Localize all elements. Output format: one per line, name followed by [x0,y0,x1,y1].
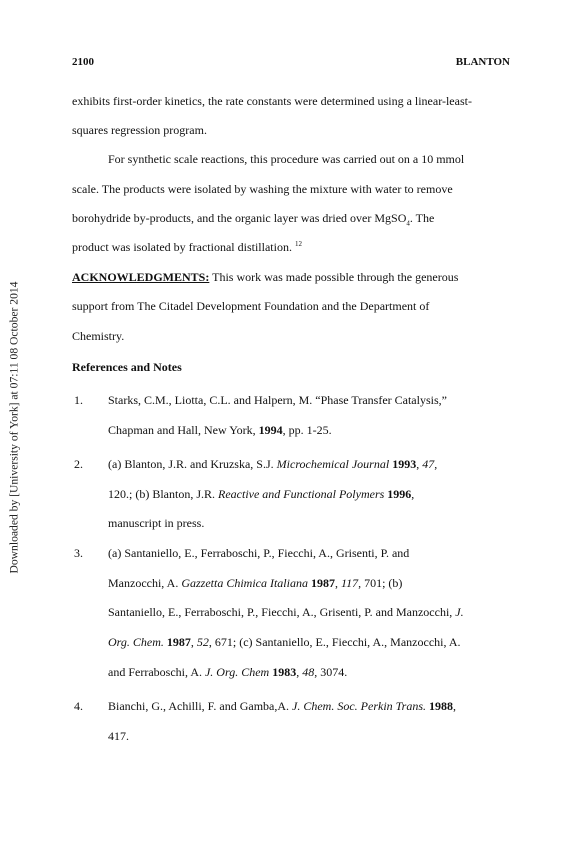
acknowledgments-line: support from The Citadel Development Foundation and the Department of [72,299,430,313]
reference-line: (a) Blanton, J.R. and Kruzska, S.J. Microchemical Journal 1993, 47, [108,457,438,471]
reference-line: manuscript in press. [108,516,205,530]
reference-line: Starks, C.M., Liotta, C.L. and Halpern, M. “Phase Transfer Catalysis,” [108,393,447,407]
references-heading: References and Notes [72,360,182,374]
body-line: borohydride by-products, and the organic layer was dried over MgSO$_4$. The [72,211,435,228]
reference-line: 417. [108,729,129,743]
reference-line: Manzocchi, A. Gazzetta Chimica Italiana 1987, 117, 701; (b) [108,576,403,590]
acknowledgments-heading: ACKNOWLEDGMENTS: [72,270,210,284]
reference-number: 1. [74,393,83,407]
body-line: For synthetic scale reactions, this procedure was carried out on a 10 mmol [108,152,465,166]
reference-line: 120.; (b) Blanton, J.R. Reactive and Functional Polymers 1996, [108,487,415,501]
reference-line: and Ferraboschi, A. J. Org. Chem 1983, 48, 3074. [108,665,348,679]
citation-superscript: 12 [294,240,302,248]
body-line: scale. The products were isolated by washing the mixture with water to remove [72,182,453,196]
body-line: product was isolated by fractional distillation. $^{12}$ [72,240,302,254]
reference-line: Bianchi, G., Achilli, F. and Gamba,A. J. Chem. Soc. Perkin Trans. 1988, [108,699,457,713]
body-line: exhibits first-order kinetics, the rate constants were determined using a linear-least- [72,94,472,108]
reference-line: Santaniello, E., Ferraboschi, P., Fiecchi, A., Grisenti, P. and Manzocchi, J. [108,605,464,619]
running-head: BLANTON [455,56,510,68]
body-line: squares regression program. [72,123,207,137]
reference-line: (a) Santaniello, E., Ferraboschi, P., Fiecchi, A., Grisenti, P. and [108,546,410,560]
acknowledgments-line: ACKNOWLEDGMENTS: This work was made possible through the generous [72,270,459,284]
acknowledgments-line: Chemistry. [72,329,125,343]
download-watermark: Downloaded by [University of York] at 07:11 08 October 2014 [7,281,21,574]
reference-number: 2. [74,457,83,471]
reference-number: 4. [74,699,83,713]
page-number: 2100 [72,56,94,68]
subscript: 4 [406,219,410,228]
reference-line: Org. Chem. 1987, 52, 671; (c) Santaniello, E., Fiecchi, A., Manzocchi, A. [108,635,461,649]
reference-line: Chapman and Hall, New York, 1994, pp. 1-25. [108,423,332,437]
reference-number: 3. [74,546,83,560]
